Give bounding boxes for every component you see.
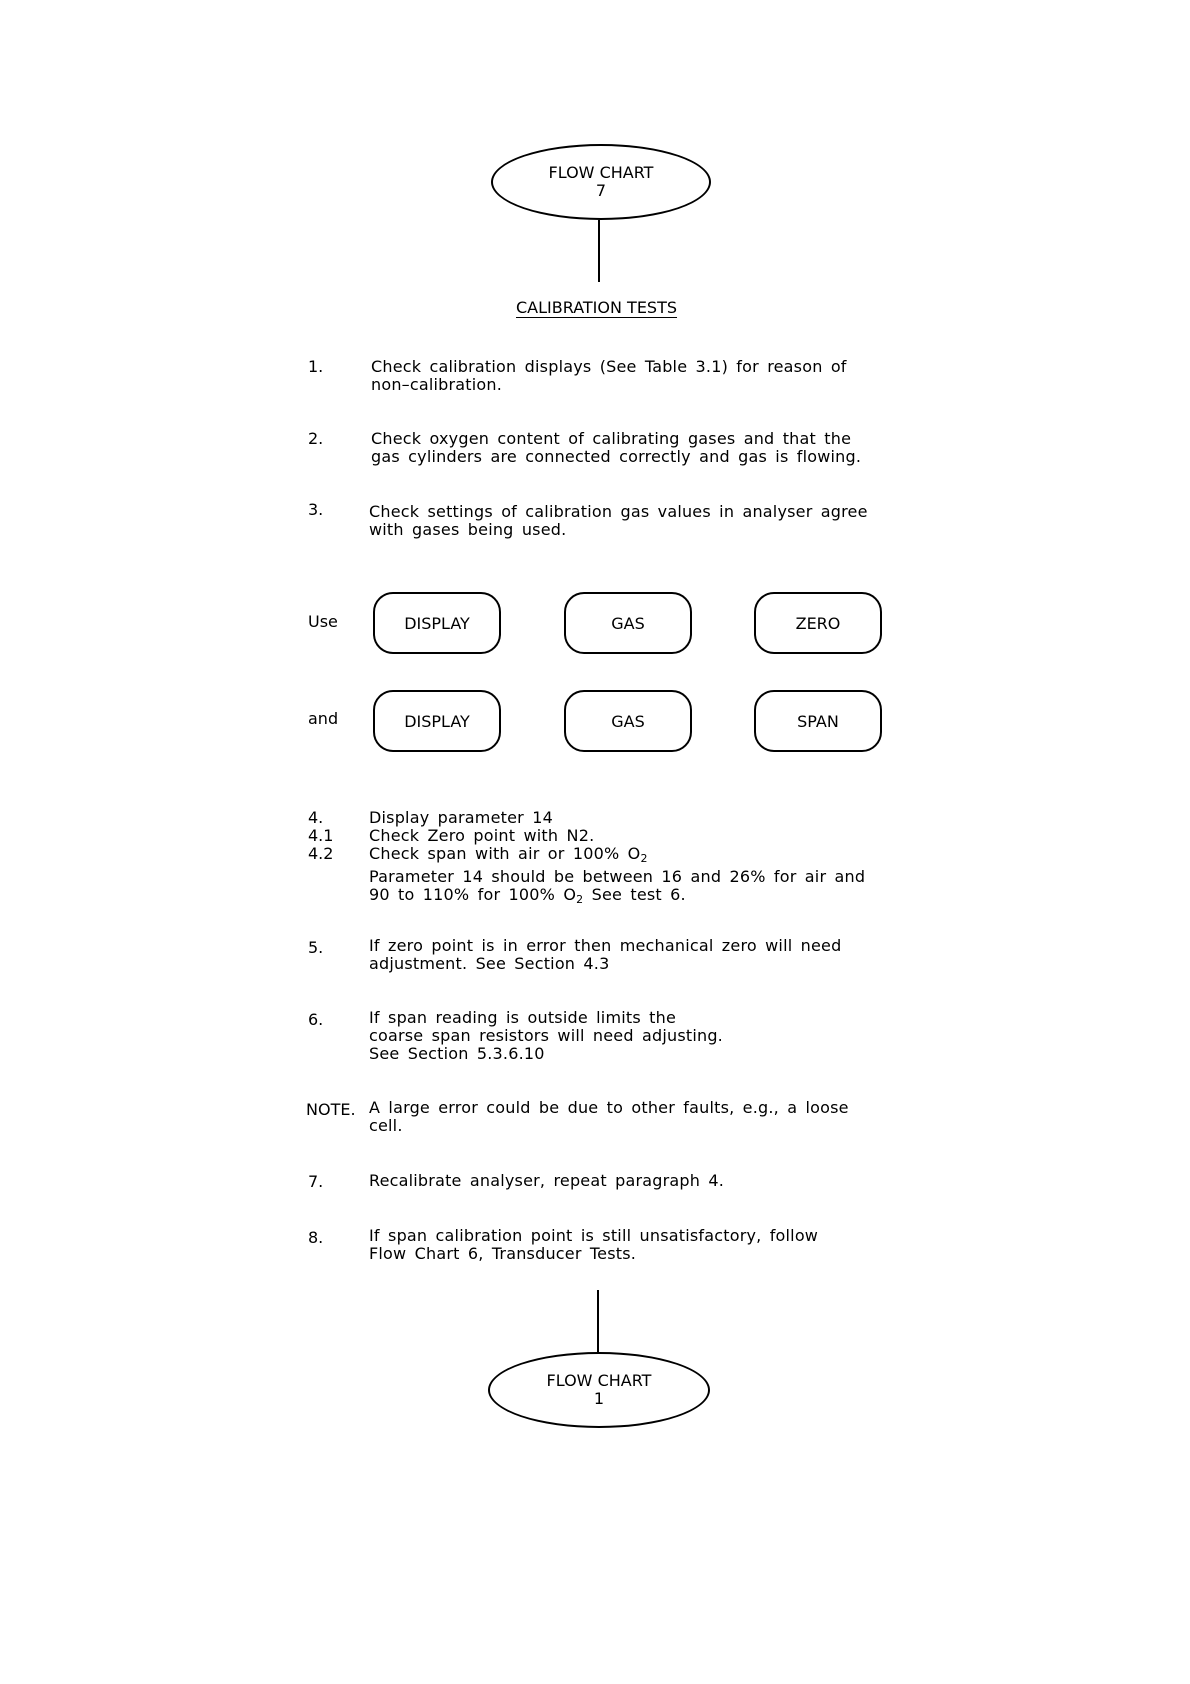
step-6-text bbox=[369, 1009, 723, 1063]
note-text bbox=[369, 1099, 849, 1135]
gas-key: GAS bbox=[564, 690, 692, 752]
end-node-label: FLOW CHART bbox=[546, 1371, 652, 1390]
end-node-number: 1 bbox=[593, 1389, 605, 1408]
flow-chart-start-node bbox=[491, 144, 711, 220]
step-1-line-2: non–calibration. bbox=[371, 375, 503, 394]
step-3-text bbox=[369, 503, 868, 539]
step-6-line-3: See Section 5.3.6.10 bbox=[369, 1044, 545, 1063]
step-4-line-4: Parameter 14 should be between 16 and 26% for air and bbox=[369, 867, 866, 886]
step-4-line-2: Check Zero point with N2. bbox=[369, 826, 595, 845]
step-6-number: 6. bbox=[308, 1010, 324, 1029]
step-2-text bbox=[371, 430, 861, 466]
step-4-text bbox=[369, 809, 865, 909]
step-4-number: 4. bbox=[308, 808, 324, 827]
step-5-number: 5. bbox=[308, 938, 324, 957]
note-line-1: A large error could be due to other faults, e.g., a loose bbox=[369, 1098, 849, 1117]
start-node-label: FLOW CHART bbox=[548, 163, 654, 182]
step-4-line-3: Check span with air or 100% $O_2$ bbox=[369, 844, 648, 865]
step-1-number: 1. bbox=[308, 357, 324, 376]
zero-key: ZERO bbox=[754, 592, 882, 654]
step-7-line-1: Recalibrate analyser, repeat paragraph 4. bbox=[369, 1171, 725, 1190]
step-4-line-1: Display parameter 14 bbox=[369, 808, 553, 827]
step-7-number: 7. bbox=[308, 1172, 324, 1191]
step-4-numbers bbox=[308, 809, 333, 863]
step-6-line-1: If span reading is outside limits the bbox=[369, 1008, 677, 1027]
step-5-text bbox=[369, 937, 841, 973]
step-3-line-1: Check settings of calibration gas values in analyser agree bbox=[369, 502, 868, 521]
start-node-number: 7 bbox=[595, 181, 607, 200]
key-row-2-label: and bbox=[308, 709, 339, 728]
step-3-number: 3. bbox=[308, 500, 324, 519]
step-3-line-2: with gases being used. bbox=[369, 520, 567, 539]
note-label: NOTE. bbox=[306, 1100, 356, 1119]
step-7-text bbox=[369, 1172, 724, 1190]
connector-top bbox=[598, 220, 600, 282]
step-8-number: 8. bbox=[308, 1228, 324, 1247]
step-4-line-5: 90 to 110% for 100% $O_2$ See test 6. bbox=[369, 885, 686, 906]
step-8-line-2: Flow Chart 6, Transducer Tests. bbox=[369, 1244, 637, 1263]
step-2-line-2: gas cylinders are connected correctly and gas is flowing. bbox=[371, 447, 862, 466]
step-5-line-2: adjustment. See Section 4.3 bbox=[369, 954, 610, 973]
step-4-2-number: 4.2 bbox=[308, 844, 334, 863]
step-2-number: 2. bbox=[308, 429, 324, 448]
step-6-line-2: coarse span resistors will need adjusting. bbox=[369, 1026, 723, 1045]
gas-key: GAS bbox=[564, 592, 692, 654]
display-key: DISPLAY bbox=[373, 592, 501, 654]
display-key: DISPLAY bbox=[373, 690, 501, 752]
step-4-1-number: 4.1 bbox=[308, 826, 334, 845]
step-1-line-1: Check calibration displays (See Table 3.1) for reason of bbox=[371, 357, 847, 376]
key-row-1-label: Use bbox=[308, 612, 338, 631]
step-5-line-1: If zero point is in error then mechanical zero will need bbox=[369, 936, 842, 955]
connector-bottom bbox=[597, 1290, 599, 1352]
step-8-text bbox=[369, 1227, 818, 1263]
span-key: SPAN bbox=[754, 690, 882, 752]
step-1-text bbox=[371, 358, 847, 394]
page-title: CALIBRATION TESTS bbox=[516, 298, 678, 317]
flow-chart-end-node bbox=[488, 1352, 710, 1428]
step-8-line-1: If span calibration point is still unsatisfactory, follow bbox=[369, 1226, 819, 1245]
note-line-2: cell. bbox=[369, 1116, 403, 1135]
step-2-line-1: Check oxygen content of calibrating gases and that the bbox=[371, 429, 852, 448]
